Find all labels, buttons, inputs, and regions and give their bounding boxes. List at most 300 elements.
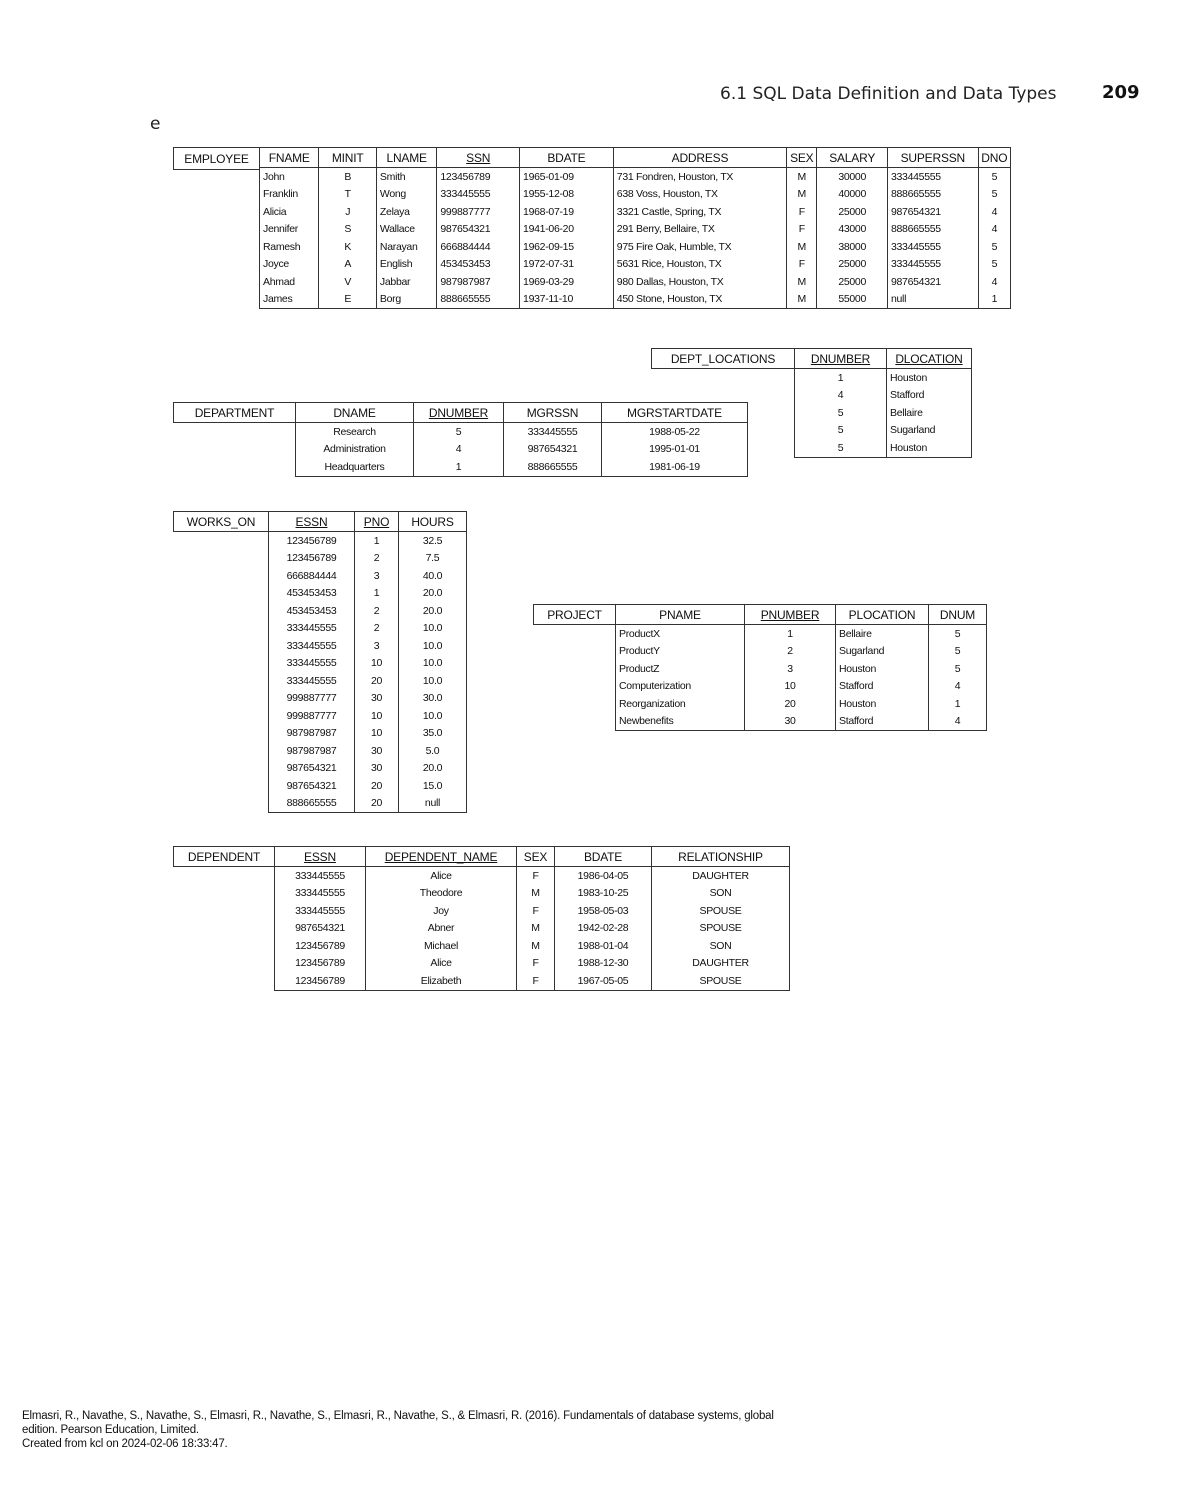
department-relation-name: DEPARTMENT (173, 402, 296, 423)
table-cell: 333445555 (887, 238, 978, 256)
table-cell: M (787, 186, 817, 204)
table-row (269, 690, 467, 708)
table-cell: 333445555 (437, 186, 520, 204)
table-cell: 5 (978, 256, 1010, 274)
table-cell: ProductX (616, 625, 745, 643)
table-row (260, 291, 1011, 309)
table-cell: 1988-05-22 (602, 423, 748, 441)
table-cell: 5 (978, 238, 1010, 256)
column-header-label: SSN (466, 150, 491, 165)
table-cell: Borg (376, 291, 436, 309)
table-cell: 4 (414, 441, 504, 459)
column-header-label: SEX (790, 150, 814, 165)
table-cell: Administration (296, 441, 414, 459)
table-cell: null (887, 291, 978, 309)
table-cell: 4 (978, 203, 1010, 221)
table-cell: M (517, 885, 555, 903)
table-cell: 1967-05-05 (555, 972, 652, 990)
column-header (414, 403, 504, 423)
table-cell: 888665555 (887, 221, 978, 239)
table-cell: Jabbar (376, 273, 436, 291)
table-row (260, 256, 1011, 274)
table-row (795, 439, 972, 457)
column-header-label: SEX (523, 849, 548, 864)
table-cell: SON (652, 885, 790, 903)
table-cell: 333445555 (269, 620, 355, 638)
table-cell: Joyce (260, 256, 319, 274)
table-cell: 999887777 (269, 690, 355, 708)
table-cell: 333445555 (269, 637, 355, 655)
table-cell: 5 (795, 439, 887, 457)
column-header (817, 148, 888, 168)
table-cell: 1968-07-19 (520, 203, 614, 221)
column-header (929, 605, 987, 625)
table-cell: 1988-12-30 (555, 955, 652, 973)
table-row (269, 777, 467, 795)
column-header (887, 349, 972, 369)
table-row (275, 902, 790, 920)
running-header-title: 6.1 SQL Data Definition and Data Types (720, 84, 1057, 104)
works-on-relation-name: WORKS_ON (173, 511, 269, 532)
column-header-label: DEPENDENT_NAME (384, 849, 498, 864)
table-cell: 987987987 (269, 725, 355, 743)
table-cell: 333445555 (887, 168, 978, 186)
table-row (275, 972, 790, 990)
table-row (795, 404, 972, 422)
table-row (260, 238, 1011, 256)
table-cell: 1995-01-01 (602, 441, 748, 459)
table-cell: 666884444 (269, 567, 355, 585)
table-cell: 5631 Rice, Houston, TX (613, 256, 786, 274)
table-cell: 30000 (817, 168, 888, 186)
table-row (269, 532, 467, 550)
table-row (275, 920, 790, 938)
table-cell: 1 (929, 695, 987, 713)
table-row (296, 441, 748, 459)
table-cell: 38000 (817, 238, 888, 256)
column-header-label: PNO (363, 514, 390, 529)
table-cell: 25000 (817, 256, 888, 274)
table-cell: 987987987 (269, 742, 355, 760)
table-row (260, 203, 1011, 221)
table-cell: M (787, 273, 817, 291)
table-cell: 20.0 (399, 585, 467, 603)
table-cell: 2 (355, 620, 399, 638)
column-header (613, 148, 786, 168)
table-cell: 291 Berry, Bellaire, TX (613, 221, 786, 239)
table-cell: Wallace (376, 221, 436, 239)
table-cell: 888665555 (437, 291, 520, 309)
column-header (399, 512, 467, 532)
table-row (269, 725, 467, 743)
column-header-label: MGRSSN (526, 405, 579, 420)
column-header (275, 847, 366, 867)
table-cell: 333445555 (887, 256, 978, 274)
table-cell: 987654321 (887, 203, 978, 221)
table-cell: 1958-05-03 (555, 902, 652, 920)
column-header-label: MINIT (331, 150, 364, 165)
table-cell: 333445555 (275, 902, 366, 920)
table-cell: 40.0 (399, 567, 467, 585)
column-header (269, 512, 355, 532)
column-header-label: SALARY (829, 150, 876, 165)
table-cell: F (787, 256, 817, 274)
column-header-label: ESSN (295, 514, 328, 529)
table-cell: 25000 (817, 273, 888, 291)
table-cell: 638 Voss, Houston, TX (613, 186, 786, 204)
table-cell: 987654321 (437, 221, 520, 239)
column-header-label: ESSN (304, 849, 336, 864)
table-cell: B (319, 168, 376, 186)
works-on-table (268, 511, 467, 813)
table-cell: Newbenefits (616, 713, 745, 731)
table-cell: DAUGHTER (652, 955, 790, 973)
dependent-relation-name: DEPENDENT (173, 846, 275, 867)
column-header (795, 349, 887, 369)
table-cell: J (319, 203, 376, 221)
table-row (269, 707, 467, 725)
table-cell: Joy (366, 902, 517, 920)
table-cell: K (319, 238, 376, 256)
column-header-label: FNAME (268, 150, 310, 165)
column-header (652, 847, 790, 867)
table-cell: 1962-09-15 (520, 238, 614, 256)
table-cell: Reorganization (616, 695, 745, 713)
table-cell: 25000 (817, 203, 888, 221)
table-cell: Narayan (376, 238, 436, 256)
column-header (376, 148, 436, 168)
table-cell: 987654321 (275, 920, 366, 938)
table-cell: 30 (355, 760, 399, 778)
table-cell: 333445555 (269, 672, 355, 690)
citation-footer (22, 1409, 1022, 1451)
table-cell: 3 (355, 637, 399, 655)
table-cell: 1941-06-20 (520, 221, 614, 239)
table-cell: 1972-07-31 (520, 256, 614, 274)
table-cell: Houston (836, 695, 929, 713)
table-cell: 3 (745, 660, 836, 678)
table-cell: 1 (978, 291, 1010, 309)
table-cell: 30 (355, 742, 399, 760)
table-cell: 43000 (817, 221, 888, 239)
table-cell: 2 (355, 550, 399, 568)
table-row (275, 867, 790, 885)
table-cell: 987654321 (269, 777, 355, 795)
table-cell: 10.0 (399, 672, 467, 690)
table-cell: Wong (376, 186, 436, 204)
table-cell: 10 (355, 707, 399, 725)
table-row (269, 795, 467, 813)
table-cell: 453453453 (269, 585, 355, 603)
table-cell: James (260, 291, 319, 309)
table-row (260, 168, 1011, 186)
column-header-label: HOURS (411, 514, 454, 529)
table-cell: 987654321 (504, 441, 602, 459)
table-cell: Zelaya (376, 203, 436, 221)
table-cell: 333445555 (269, 655, 355, 673)
table-cell: 40000 (817, 186, 888, 204)
table-cell: 4 (978, 273, 1010, 291)
table-cell: Houston (887, 369, 972, 387)
column-header (296, 403, 414, 423)
table-cell: 4 (929, 678, 987, 696)
table-cell: 1983-10-25 (555, 885, 652, 903)
table-cell: 1942-02-28 (555, 920, 652, 938)
table-cell: 453453453 (437, 256, 520, 274)
table-cell: M (517, 937, 555, 955)
table-cell: 987654321 (887, 273, 978, 291)
column-header (836, 605, 929, 625)
table-cell: 123456789 (437, 168, 520, 186)
table-cell: 1955-12-08 (520, 186, 614, 204)
table-cell: 5 (929, 625, 987, 643)
employee-relation-name: EMPLOYEE (173, 147, 260, 170)
table-cell: 1 (355, 585, 399, 603)
table-row (275, 885, 790, 903)
table-row (269, 550, 467, 568)
page-number: 209 (1102, 82, 1140, 103)
dependent-table (274, 846, 790, 991)
table-cell: T (319, 186, 376, 204)
table-cell: 731 Fondren, Houston, TX (613, 168, 786, 186)
table-row (269, 760, 467, 778)
table-cell: Franklin (260, 186, 319, 204)
column-header (260, 148, 319, 168)
column-header-label: DNUM (939, 607, 976, 622)
table-cell: ProductY (616, 643, 745, 661)
table-cell: Alice (366, 867, 517, 885)
table-cell: 10.0 (399, 620, 467, 638)
column-header-label: BDATE (547, 150, 586, 165)
column-header (319, 148, 376, 168)
table-cell: 1 (795, 369, 887, 387)
table-cell: 333445555 (275, 885, 366, 903)
dept-locations-relation-name: DEPT_LOCATIONS (651, 348, 795, 369)
dept-locations-table (794, 348, 972, 458)
table-cell: 888665555 (269, 795, 355, 813)
table-cell: 5 (795, 422, 887, 440)
table-row (269, 602, 467, 620)
employee-table (259, 147, 1011, 309)
table-cell: Stafford (836, 678, 929, 696)
table-row (616, 643, 987, 661)
table-cell: V (319, 273, 376, 291)
table-row (795, 387, 972, 405)
table-cell: 123456789 (269, 532, 355, 550)
table-cell: 1969-03-29 (520, 273, 614, 291)
table-cell: ProductZ (616, 660, 745, 678)
table-cell: 1937-11-10 (520, 291, 614, 309)
table-cell: M (517, 920, 555, 938)
table-cell: 10 (355, 725, 399, 743)
column-header-label: MGRSTARTDATE (627, 405, 722, 420)
table-cell: 20 (355, 672, 399, 690)
table-cell: F (787, 203, 817, 221)
table-row (269, 672, 467, 690)
table-cell: 10 (745, 678, 836, 696)
table-cell: Alicia (260, 203, 319, 221)
table-cell: 333445555 (275, 867, 366, 885)
column-header (745, 605, 836, 625)
table-cell: SON (652, 937, 790, 955)
table-cell: 30 (355, 690, 399, 708)
table-row (616, 625, 987, 643)
table-cell: 5 (795, 404, 887, 422)
table-row (269, 620, 467, 638)
table-cell: 10.0 (399, 707, 467, 725)
table-cell: Sugarland (887, 422, 972, 440)
column-header-label: DNUMBER (428, 405, 489, 420)
table-cell: 20.0 (399, 760, 467, 778)
column-header-label: DNUMBER (810, 351, 871, 366)
table-cell: 980 Dallas, Houston, TX (613, 273, 786, 291)
table-cell: Michael (366, 937, 517, 955)
column-header (978, 148, 1010, 168)
table-cell: 987654321 (269, 760, 355, 778)
table-cell: DAUGHTER (652, 867, 790, 885)
table-cell: 666884444 (437, 238, 520, 256)
table-row (616, 678, 987, 696)
table-row (269, 567, 467, 585)
table-cell: 5 (929, 643, 987, 661)
column-header (355, 512, 399, 532)
table-cell: 2 (745, 643, 836, 661)
table-cell: Ahmad (260, 273, 319, 291)
table-cell: F (517, 902, 555, 920)
table-cell: 1 (355, 532, 399, 550)
table-cell: Stafford (836, 713, 929, 731)
table-cell: Sugarland (836, 643, 929, 661)
column-header (504, 403, 602, 423)
table-cell: M (787, 238, 817, 256)
table-cell: Research (296, 423, 414, 441)
citation-line-2: edition. Pearson Education, Limited. (22, 1424, 199, 1436)
table-row (616, 713, 987, 731)
table-cell: 5 (929, 660, 987, 678)
table-row (616, 660, 987, 678)
project-table (615, 604, 987, 731)
table-cell: 55000 (817, 291, 888, 309)
table-cell: SPOUSE (652, 902, 790, 920)
table-cell: 20 (355, 795, 399, 813)
table-cell: F (787, 221, 817, 239)
table-cell: 1 (414, 458, 504, 476)
table-cell: English (376, 256, 436, 274)
column-header (517, 847, 555, 867)
table-row (616, 695, 987, 713)
table-row (296, 458, 748, 476)
table-cell: 123456789 (275, 972, 366, 990)
table-cell: 3 (355, 567, 399, 585)
table-cell: John (260, 168, 319, 186)
table-cell: 123456789 (275, 937, 366, 955)
column-header (555, 847, 652, 867)
table-row (275, 937, 790, 955)
table-cell: Houston (836, 660, 929, 678)
citation-line-1: Elmasri, R., Navathe, S., Navathe, S., Elmasri, R., Navathe, S., Elmasri, R., Navathe, S., & Elmasri, R. (2016). Fundamentals of database systems, global (22, 1410, 774, 1422)
table-cell: Bellaire (887, 404, 972, 422)
table-cell: 3321 Castle, Spring, TX (613, 203, 786, 221)
table-cell: 32.5 (399, 532, 467, 550)
table-row (795, 369, 972, 387)
table-cell: F (517, 867, 555, 885)
table-cell: E (319, 291, 376, 309)
table-cell: 1986-04-05 (555, 867, 652, 885)
table-cell: 4 (795, 387, 887, 405)
table-cell: Jennifer (260, 221, 319, 239)
department-table (295, 402, 748, 477)
column-header-label: ADDRESS (671, 150, 729, 165)
table-cell: A (319, 256, 376, 274)
table-cell: Ramesh (260, 238, 319, 256)
table-cell: SPOUSE (652, 972, 790, 990)
table-cell: 5 (978, 186, 1010, 204)
table-cell: 999887777 (269, 707, 355, 725)
table-cell: 4 (978, 221, 1010, 239)
table-cell: 888665555 (504, 458, 602, 476)
table-cell: 1965-01-09 (520, 168, 614, 186)
table-cell: Computerization (616, 678, 745, 696)
column-header-label: BDATE (583, 849, 623, 864)
column-header (520, 148, 614, 168)
table-cell: F (517, 972, 555, 990)
column-header (887, 148, 978, 168)
table-cell: 20 (355, 777, 399, 795)
table-cell: F (517, 955, 555, 973)
table-row (275, 955, 790, 973)
column-header-label: LNAME (386, 150, 427, 165)
column-header (602, 403, 748, 423)
table-cell: Abner (366, 920, 517, 938)
table-cell: 453453453 (269, 602, 355, 620)
table-cell: Houston (887, 439, 972, 457)
table-cell: 2 (355, 602, 399, 620)
column-header-label: SUPERSSN (900, 150, 966, 165)
column-header-label: PNAME (659, 607, 701, 622)
table-cell: Elizabeth (366, 972, 517, 990)
table-cell: 7.5 (399, 550, 467, 568)
column-header (787, 148, 817, 168)
table-cell: S (319, 221, 376, 239)
citation-line-3: Created from kcl on 2024-02-06 18:33:47. (22, 1438, 228, 1450)
table-cell: 4 (929, 713, 987, 731)
table-cell: M (787, 291, 817, 309)
table-cell: 20.0 (399, 602, 467, 620)
column-header (366, 847, 517, 867)
table-row (260, 273, 1011, 291)
table-cell: Theodore (366, 885, 517, 903)
table-cell: 1 (745, 625, 836, 643)
table-cell: SPOUSE (652, 920, 790, 938)
table-cell: 123456789 (275, 955, 366, 973)
table-cell: 123456789 (269, 550, 355, 568)
table-cell: 999887777 (437, 203, 520, 221)
table-cell: 35.0 (399, 725, 467, 743)
table-cell: 10.0 (399, 637, 467, 655)
table-cell: Smith (376, 168, 436, 186)
table-cell: 30 (745, 713, 836, 731)
table-row (269, 585, 467, 603)
table-cell: 10.0 (399, 655, 467, 673)
table-row (795, 422, 972, 440)
table-cell: M (787, 168, 817, 186)
column-header (437, 148, 520, 168)
table-cell: 1988-01-04 (555, 937, 652, 955)
table-cell: 5 (414, 423, 504, 441)
table-row (269, 742, 467, 760)
table-cell: 450 Stone, Houston, TX (613, 291, 786, 309)
column-header-label: DNAME (333, 405, 376, 420)
